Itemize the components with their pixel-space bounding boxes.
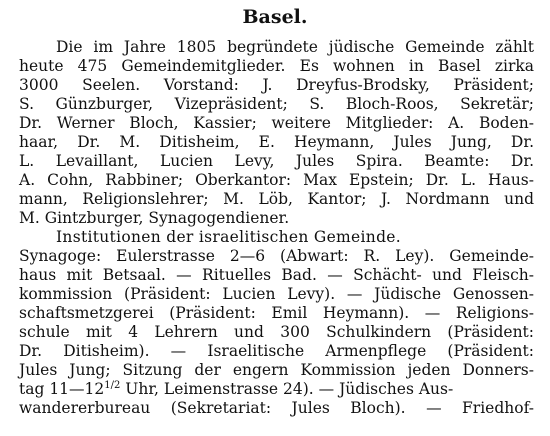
text-line: S. Günzburger, Vizepräsident; S. Bloch-Roos, Sekretär;: [19, 95, 534, 113]
text-line: kommission (Präsident: Lucien Levy). — Jüdische Genossen-: [19, 285, 534, 303]
text-line: Jules Jung; Sitzung der engern Kommission jeden Donners-: [19, 361, 534, 379]
text-line: haar, Dr. M. Ditisheim, E. Heymann, Jules Jung, Dr.: [19, 133, 534, 151]
text-line: M. Gintzburger, Synagogendiener.: [19, 209, 290, 227]
text-line: mann, Religionslehrer; M. Löb, Kantor; J. Nordmann und: [19, 190, 534, 208]
text-line: heute 475 Gemeindemitglieder. Es wohnen in Basel zirka: [19, 57, 534, 75]
text-line: Die im Jahre 1805 begründete jüdische Gemeinde zählt: [56, 38, 534, 56]
text-line: schule mit 4 Lehrern und 300 Schulkindern (Präsident:: [19, 323, 534, 341]
text-line: wandererbureau (Sekretariat: Jules Bloch). — Friedhof-: [19, 399, 534, 417]
text-line: Dr. Ditisheim). — Israelitische Armenpflege (Präsident:: [19, 342, 534, 360]
text-line-with-fraction: [19, 380, 534, 399]
fraction-superscript: 1/2: [104, 379, 121, 391]
text-fragment: tag 11—12: [19, 380, 105, 398]
text-line: Synagoge: Eulerstrasse 2—6 (Abwart: R. Ley). Gemeinde-: [19, 247, 534, 265]
text-line: haus mit Betsaal. — Rituelles Bad. — Schächt- und Fleisch-: [19, 266, 534, 284]
text-line: L. Levaillant, Lucien Levy, Jules Spira. Beamte: Dr.: [19, 152, 534, 170]
text-line: A. Cohn, Rabbiner; Oberkantor: Max Epstein; Dr. L. Haus-: [19, 171, 534, 189]
text-line: schaftsmetzgerei (Präsident: Emil Heymann). — Religions-: [19, 304, 534, 322]
text-fragment: Uhr, Leimenstrasse 24). — Jüdisches Aus-: [125, 380, 454, 398]
page-title: Basel.: [242, 6, 308, 28]
text-line: 3000 Seelen. Vorstand: J. Dreyfus-Brodsky, Präsident;: [19, 76, 534, 94]
text-line: Dr. Werner Bloch, Kassier; weitere Mitglieder: A. Boden-: [19, 114, 534, 132]
section-heading: Institutionen der israelitischen Gemeinde.: [56, 228, 401, 246]
